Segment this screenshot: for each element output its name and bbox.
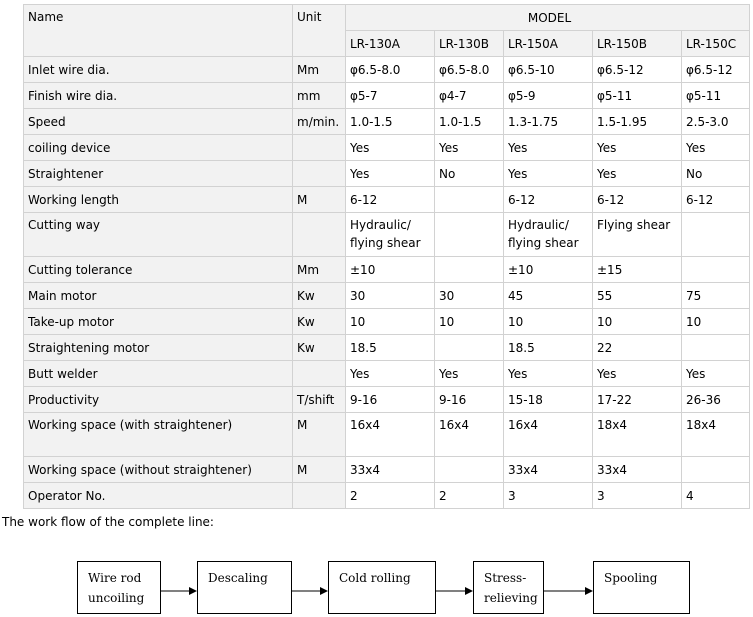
value-cell: 9-16 (346, 387, 435, 413)
table-row (24, 457, 750, 483)
value-cell: 16x4 (346, 413, 435, 457)
flow-step-wire-rod-uncoiling: Wire rod uncoiling (77, 561, 161, 614)
unit-cell (293, 213, 346, 257)
value-cell: 1.5-1.95 (593, 109, 682, 135)
model-name: LR-150C (682, 31, 750, 57)
value-cell: 6-12 (682, 187, 750, 213)
value-cell: 10 (593, 309, 682, 335)
flow-step-descaling: Descaling (197, 561, 292, 614)
value-cell (682, 457, 750, 483)
unit-cell (293, 135, 346, 161)
table-row (24, 213, 750, 257)
row-label: Main motor (24, 283, 293, 309)
value-cell: Hydraulic/ flying shear (346, 213, 435, 257)
row-label: Working space (without straightener) (24, 457, 293, 483)
unit-cell: M (293, 457, 346, 483)
value-cell: Yes (593, 361, 682, 387)
unit-cell: T/shift (293, 387, 346, 413)
table-row (24, 135, 750, 161)
table-row (24, 335, 750, 361)
value-cell: 15-18 (504, 387, 593, 413)
table-row (24, 257, 750, 283)
table-row (24, 283, 750, 309)
value-cell: 16x4 (435, 413, 504, 457)
value-cell: No (682, 161, 750, 187)
value-cell (435, 213, 504, 257)
model-name: LR-150B (593, 31, 682, 57)
flow-step-spooling: Spooling (593, 561, 690, 614)
row-label: Butt welder (24, 361, 293, 387)
value-cell (435, 187, 504, 213)
value-cell: 1.0-1.5 (435, 109, 504, 135)
value-cell (435, 257, 504, 283)
unit-header: Unit (293, 5, 346, 57)
unit-cell: Kw (293, 335, 346, 361)
value-cell: Yes (346, 135, 435, 161)
unit-cell: Kw (293, 283, 346, 309)
arrow-right-icon (292, 586, 328, 596)
value-cell: φ6.5-12 (593, 57, 682, 83)
unit-cell: m/min. (293, 109, 346, 135)
value-cell: Yes (346, 361, 435, 387)
value-cell: 6-12 (504, 187, 593, 213)
model-header: MODEL (346, 5, 750, 31)
value-cell: Yes (504, 361, 593, 387)
table-row (24, 83, 750, 109)
table-row (24, 483, 750, 509)
value-cell: Hydraulic/ flying shear (504, 213, 593, 257)
value-cell: 1.0-1.5 (346, 109, 435, 135)
value-cell: Yes (504, 135, 593, 161)
value-cell: 33x4 (346, 457, 435, 483)
value-cell: Yes (435, 361, 504, 387)
value-cell: 17-22 (593, 387, 682, 413)
value-cell: 18.5 (346, 335, 435, 361)
value-cell: Yes (593, 161, 682, 187)
value-cell: Yes (435, 135, 504, 161)
value-cell: 18x4 (593, 413, 682, 457)
unit-cell: Mm (293, 257, 346, 283)
table-row (24, 387, 750, 413)
value-cell: 30 (435, 283, 504, 309)
value-cell: φ6.5-10 (504, 57, 593, 83)
value-cell: φ6.5-8.0 (435, 57, 504, 83)
flow-step-stress-relieving: Stress-relieving (473, 561, 544, 614)
unit-cell: Mm (293, 57, 346, 83)
unit-cell: M (293, 187, 346, 213)
value-cell (435, 457, 504, 483)
value-cell: 30 (346, 283, 435, 309)
value-cell: No (435, 161, 504, 187)
unit-cell (293, 161, 346, 187)
value-cell: 26-36 (682, 387, 750, 413)
value-cell: Yes (504, 161, 593, 187)
table-row (24, 109, 750, 135)
value-cell: 3 (593, 483, 682, 509)
unit-cell (293, 361, 346, 387)
value-cell: 2.5-3.0 (682, 109, 750, 135)
model-name: LR-130B (435, 31, 504, 57)
row-label: Cutting way (24, 213, 293, 257)
table-row (24, 187, 750, 213)
value-cell: 10 (435, 309, 504, 335)
row-label: Straightening motor (24, 335, 293, 361)
value-cell: φ5-9 (504, 83, 593, 109)
value-cell: ±10 (346, 257, 435, 283)
value-cell: 2 (346, 483, 435, 509)
value-cell: 33x4 (593, 457, 682, 483)
value-cell: 18x4 (682, 413, 750, 457)
row-label: Operator No. (24, 483, 293, 509)
value-cell: Yes (593, 135, 682, 161)
row-label: coiling device (24, 135, 293, 161)
value-cell: 6-12 (593, 187, 682, 213)
value-cell: Yes (682, 135, 750, 161)
value-cell: Yes (682, 361, 750, 387)
value-cell: 4 (682, 483, 750, 509)
table-row (24, 309, 750, 335)
row-label: Take-up motor (24, 309, 293, 335)
value-cell: φ5-7 (346, 83, 435, 109)
unit-cell: mm (293, 83, 346, 109)
value-cell: ±10 (504, 257, 593, 283)
value-cell: 9-16 (435, 387, 504, 413)
workflow-intro: The work flow of the complete line: (2, 515, 214, 529)
unit-cell (293, 483, 346, 509)
table-row (24, 161, 750, 187)
value-cell (682, 257, 750, 283)
arrow-right-icon (161, 586, 197, 596)
name-header: Name (24, 5, 293, 57)
value-cell: φ5-11 (593, 83, 682, 109)
value-cell: 75 (682, 283, 750, 309)
row-label: Straightener (24, 161, 293, 187)
arrow-right-icon (436, 586, 473, 596)
row-label: Working space (with straightener) (24, 413, 293, 457)
value-cell (435, 335, 504, 361)
value-cell: 10 (346, 309, 435, 335)
row-label: Cutting tolerance (24, 257, 293, 283)
value-cell: Flying shear (593, 213, 682, 257)
value-cell: 55 (593, 283, 682, 309)
row-label: Finish wire dia. (24, 83, 293, 109)
value-cell: 45 (504, 283, 593, 309)
row-label: Speed (24, 109, 293, 135)
table-row (24, 57, 750, 83)
value-cell (682, 213, 750, 257)
row-label: Productivity (24, 387, 293, 413)
flow-step-cold-rolling: Cold rolling (328, 561, 436, 614)
value-cell: 3 (504, 483, 593, 509)
row-label: Inlet wire dia. (24, 57, 293, 83)
value-cell: 2 (435, 483, 504, 509)
value-cell: 6-12 (346, 187, 435, 213)
value-cell: φ5-11 (682, 83, 750, 109)
value-cell: 16x4 (504, 413, 593, 457)
value-cell: φ4-7 (435, 83, 504, 109)
arrow-right-icon (544, 586, 593, 596)
model-name: LR-150A (504, 31, 593, 57)
model-name: LR-130A (346, 31, 435, 57)
value-cell: 33x4 (504, 457, 593, 483)
value-cell: 10 (504, 309, 593, 335)
specification-table (23, 4, 750, 509)
value-cell: 18.5 (504, 335, 593, 361)
row-label: Working length (24, 187, 293, 213)
value-cell: 10 (682, 309, 750, 335)
value-cell: 1.3-1.75 (504, 109, 593, 135)
value-cell (682, 335, 750, 361)
table-row (24, 413, 750, 457)
unit-cell: M (293, 413, 346, 457)
value-cell: φ6.5-8.0 (346, 57, 435, 83)
value-cell: 22 (593, 335, 682, 361)
table-row (24, 361, 750, 387)
value-cell: Yes (346, 161, 435, 187)
value-cell: φ6.5-12 (682, 57, 750, 83)
unit-cell: Kw (293, 309, 346, 335)
value-cell: ±15 (593, 257, 682, 283)
